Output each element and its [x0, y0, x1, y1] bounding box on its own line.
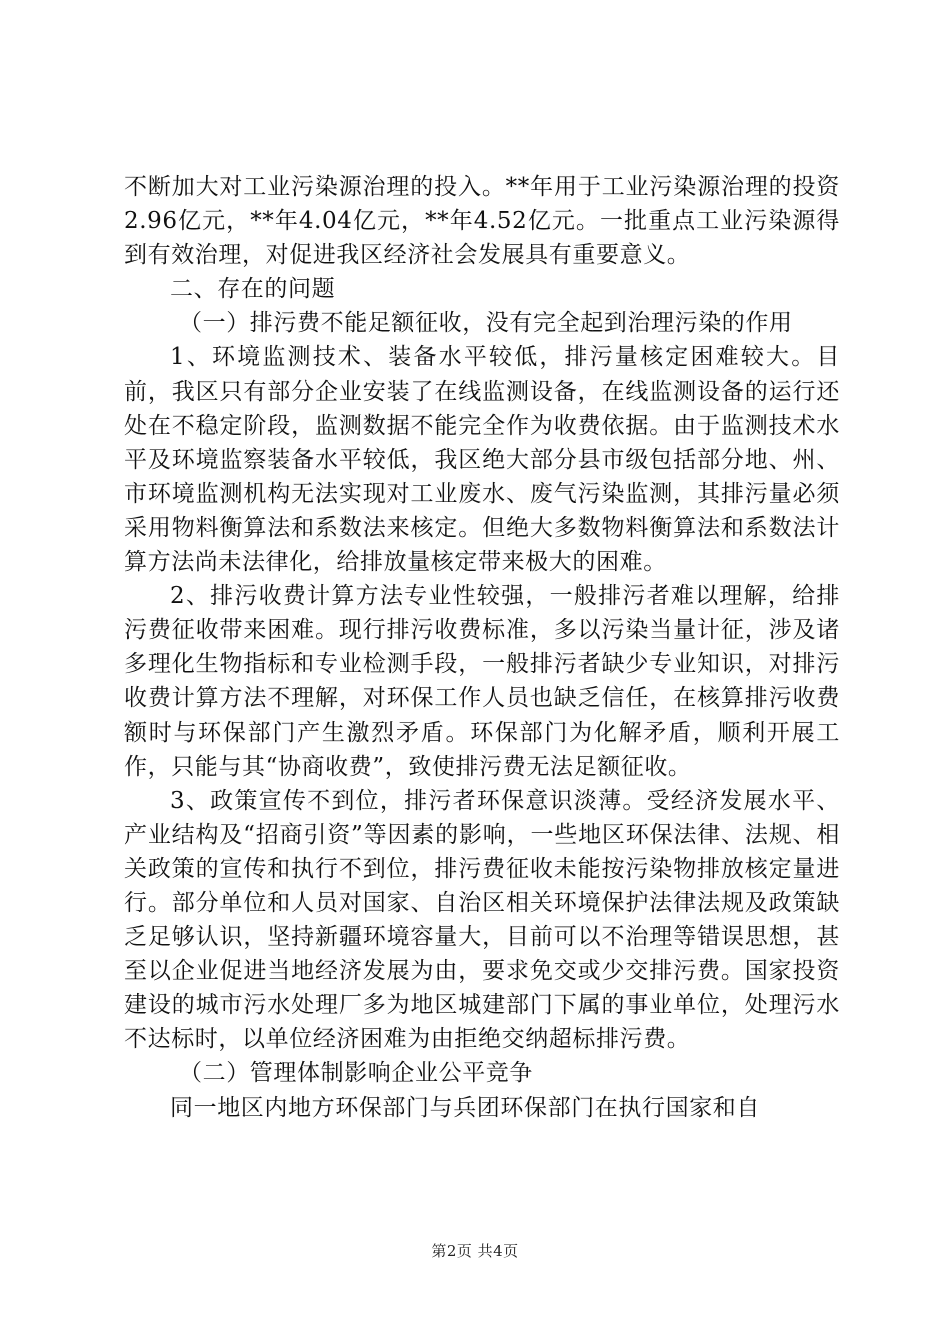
paragraph-item-2: 2、排污收费计算方法专业性较强，一般排污者难以理解，给排污费征收带来困难。现行排污收费标准，多以污染当量计征，涉及诸多理化生物指标和专业检测手段，一般排污者缺少专业知识，对排污收费计算方法不理解，对环保工作人员也缺乏信任，在核算排污收费额时与环保部门产生激烈矛盾。环保部门为化解矛盾，顺利开展工作，只能与其“协商收费”，致使排污费无法足额征收。 — [124, 583, 840, 780]
subsection-heading-2: （二）管理体制影响企业公平竞争 — [179, 1060, 533, 1087]
paragraph-continuation: 不断加大对工业污染源治理的投入。**年用于工业污染源治理的投资2.96亿元，**年4.04亿元，**年4.52亿元。一批重点工业污染源得到有效治理，对促进我区经济社会发展具有重要意义。 — [124, 174, 840, 269]
paragraph-truncated: 同一地区内地方环保部门与兵团环保部门在执行国家和自 — [170, 1094, 760, 1121]
paragraph-item-3: 3、政策宣传不到位，排污者环保意识淡薄。受经济发展水平、产业结构及“招商引资”等因素的影响，一些地区环保法律、法规、相关政策的宣传和执行不到位，排污费征收未能按污染物排放核定量进行。部分单位和人员对国家、自治区相关环境保护法律法规及政策缺乏足够认识，坚持新疆环境容量大，目前可以不治理等错误思想，甚至以企业促进当地经济发展为由，要求免交或少交排污费。国家投资建设的城市污水处理厂多为地区城建部门下属的事业单位，处理污水不达标时，以单位经济困难为由拒绝交纳超标排污费。 — [124, 787, 840, 1053]
paragraph-item-1: 1、环境监测技术、装备水平较低，排污量核定困难较大。目前，我区只有部分企业安装了在线监测设备，在线监测设备的运行还处在不稳定阶段，监测数据不能完全作为收费依据。由于监测技术水平及环境监察装备水平较低，我区绝大部分县市级包括部分地、州、市环境监测机构无法实现对工业废水、废气污染监测，其排污量必须采用物料衡算法和系数法来核定。但绝大多数物料衡算法和系数法计算方法尚未法律化，给排放量核定带来极大的困难。 — [124, 344, 840, 576]
document-body — [124, 170, 840, 1125]
section-heading-problems: 二、存在的问题 — [170, 276, 336, 303]
subsection-heading-1: （一）排污费不能足额征收，没有完全起到治理污染的作用 — [179, 310, 793, 337]
page-number-footer: 第2页 共4页 — [431, 1242, 519, 1260]
